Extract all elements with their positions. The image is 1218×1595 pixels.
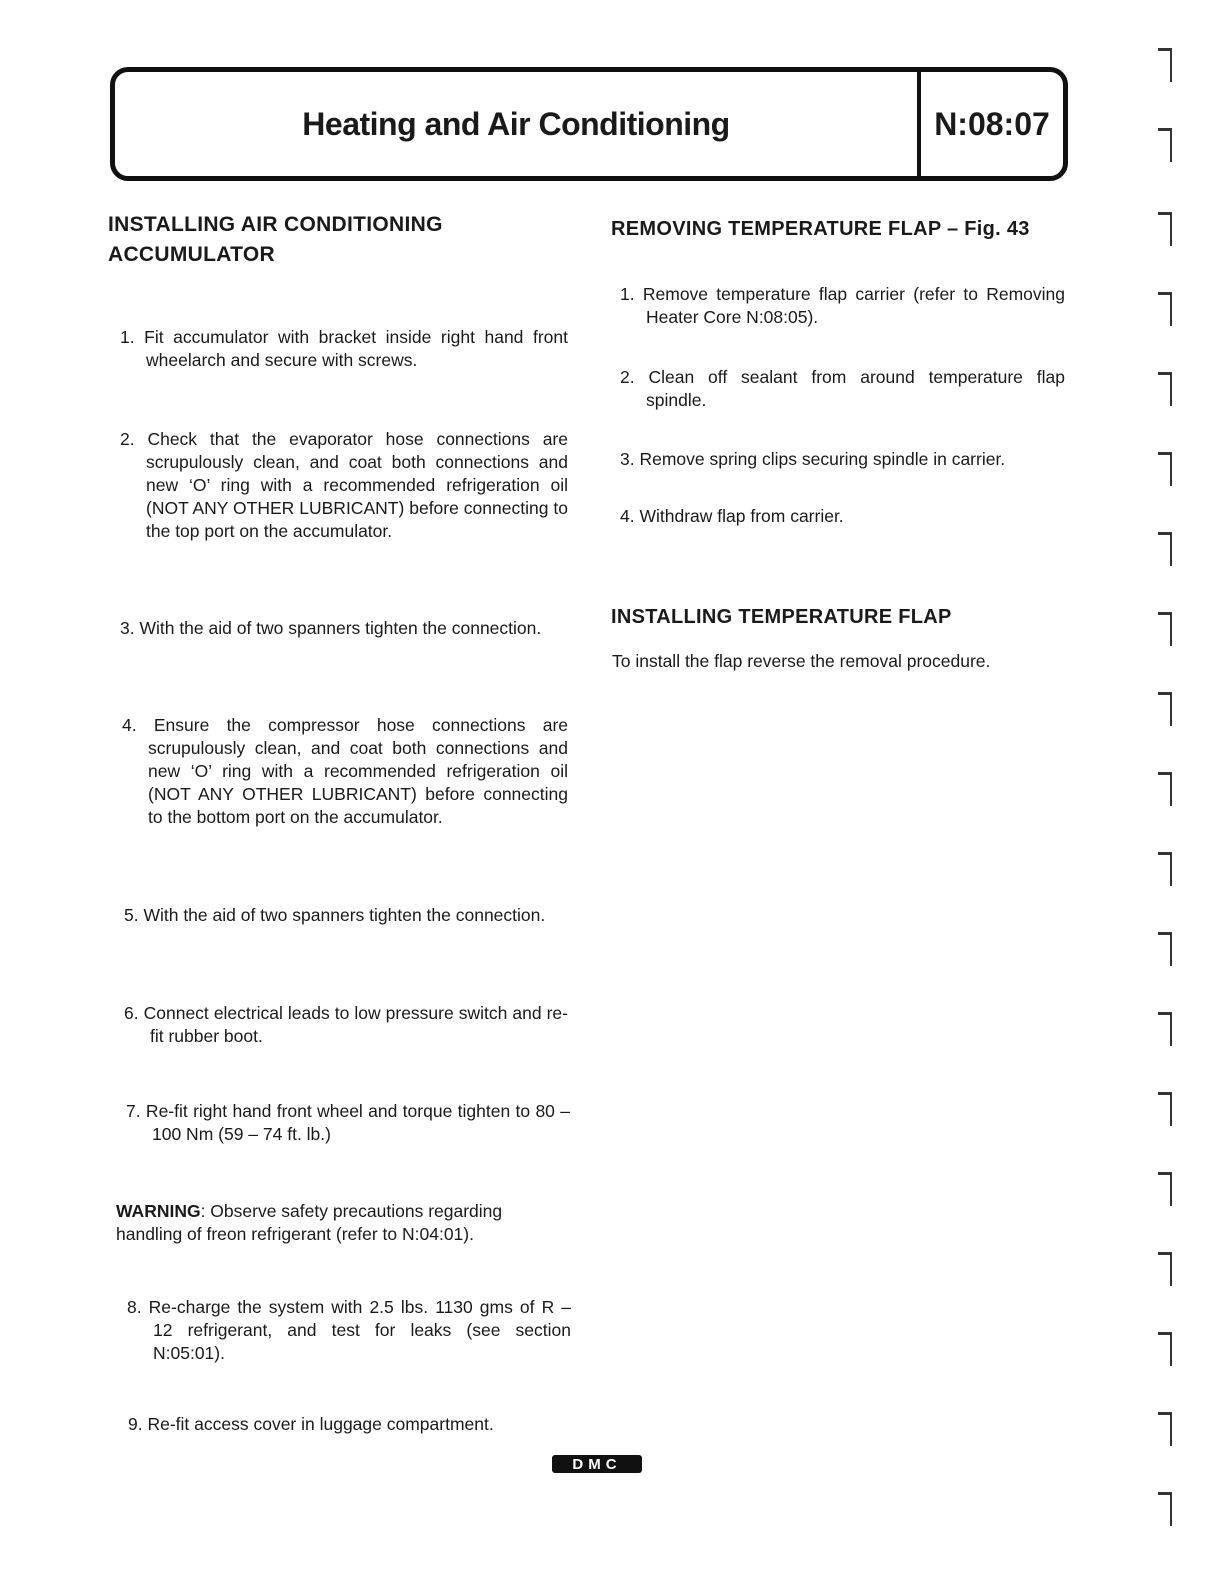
left-heading-line2: ACCUMULATOR: [108, 243, 276, 266]
binder-mark: [1158, 852, 1172, 886]
left-step-3: 3. With the aid of two spanners tighten the connection.: [120, 618, 542, 638]
binder-mark: [1158, 932, 1172, 966]
right-step-3: 3. Remove spring clips securing spindle in carrier.: [620, 449, 1006, 469]
binder-mark: [1158, 372, 1172, 406]
left-step-4: 4. Ensure the compressor hose connections are scrupulously clean, and coat both connections and new ‘O’ ring with a recommended refrigeration oil (NOT ANY OTHER LUBRICANT) before connecting to the bottom port on the accumulator.: [122, 715, 568, 827]
page-header: [110, 67, 1068, 181]
binder-mark: [1158, 532, 1172, 566]
binder-mark: [1158, 1412, 1172, 1446]
binder-mark: [1158, 1092, 1172, 1126]
binder-mark: [1158, 1252, 1172, 1286]
binder-mark: [1158, 1492, 1172, 1526]
binder-mark: [1158, 48, 1172, 82]
left-step-2: 2. Check that the evaporator hose connections are scrupulously clean, and coat both connections and new ‘O’ ring with a recommended refrigeration oil (NOT ANY OTHER LUBRICANT) before connecting to the top port on the accumulator.: [120, 429, 568, 541]
dmc-logo: DMC: [552, 1455, 642, 1473]
binder-mark: [1158, 452, 1172, 486]
binder-mark: [1158, 1012, 1172, 1046]
left-step-7: 7. Re-fit right hand front wheel and torque tighten to 80 – 100 Nm (59 – 74 ft. lb.): [126, 1101, 570, 1144]
left-step-8: 8. Re-charge the system with 2.5 lbs. 1130 gms of R – 12 refrigerant, and test for leaks (see section N:05:01).: [127, 1297, 571, 1363]
binder-mark: [1158, 772, 1172, 806]
binder-mark: [1158, 128, 1172, 162]
left-step-6: 6. Connect electrical leads to low pressure switch and re-fit rubber boot.: [124, 1003, 568, 1046]
left-step-1: 1. Fit accumulator with bracket inside right hand front wheelarch and secure with screws.: [120, 327, 568, 370]
page-title: Heating and Air Conditioning: [302, 105, 730, 142]
right-remove-heading: REMOVING TEMPERATURE FLAP – Fig. 43: [611, 218, 1030, 240]
right-install-heading: INSTALLING TEMPERATURE FLAP: [611, 606, 952, 628]
left-step-5: 5. With the aid of two spanners tighten the connection.: [124, 905, 546, 925]
binder-mark: [1158, 292, 1172, 326]
right-step-1: 1. Remove temperature flap carrier (refer to Removing Heater Core N:08:05).: [620, 284, 1065, 327]
binder-mark: [1158, 612, 1172, 646]
warning-label: WARNING: [116, 1201, 201, 1221]
right-install-text: To install the flap reverse the removal procedure.: [612, 651, 991, 671]
binder-mark: [1158, 212, 1172, 246]
right-step-2: 2. Clean off sealant from around temperature flap spindle.: [620, 367, 1065, 410]
binder-mark: [1158, 1172, 1172, 1206]
binder-mark: [1158, 692, 1172, 726]
right-step-4: 4. Withdraw flap from carrier.: [620, 506, 844, 526]
binder-mark: [1158, 1332, 1172, 1366]
left-heading-line1: INSTALLING AIR CONDITIONING: [108, 213, 443, 236]
warning-note: [116, 1200, 570, 1246]
left-step-9: 9. Re-fit access cover in luggage compartment.: [128, 1414, 494, 1434]
section-code: N:08:07: [934, 105, 1050, 142]
warning-text: : Observe safety precautions regarding handling of freon refrigerant (refer to N:04:01).: [116, 1201, 503, 1244]
